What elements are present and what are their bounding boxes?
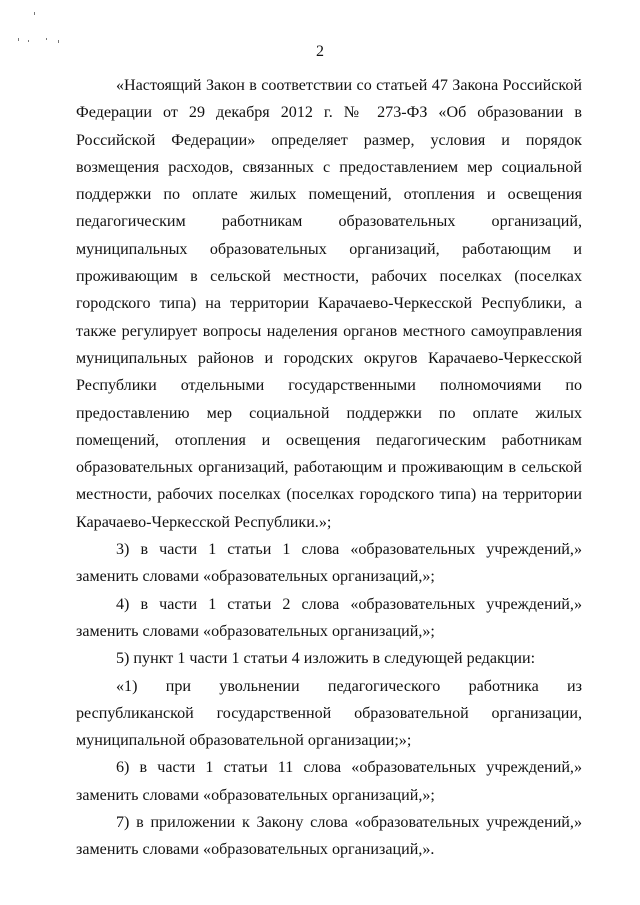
paragraph-amendment-6: 6) в части 1 статьи 11 слова «образовательных учреждений,» заменить словами «образовательных организаций,»; [76,759,582,804]
paragraph-amendment-5: 5) пункт 1 части 1 статьи 4 изложить в следующей редакции: [116,650,536,668]
paragraph-amendment-3: 3) в части 1 статьи 1 слова «образовательных учреждений,» заменить словами «образовательных организаций,»; [76,541,582,586]
paragraph-amendment-4: 4) в части 1 статьи 2 слова «образовательных учреждений,» заменить словами «образовательных организаций,»; [76,595,582,640]
document-body [76,72,582,864]
paragraph-amendment-7: 7) в приложении к Закону слова «образовательных учреждений,» заменить словами «образовательных организаций,». [76,814,582,859]
paragraph-amendment-5-text: «1) при увольнении педагогического работника из республиканской государственной образовательной организации, муниципальной образовательной организации;»; [76,677,582,750]
paragraph-law-scope: «Настоящий Закон в соответствии со статьей 47 Закона Российской Федерации от 29 декабря 2012 г. № 273-ФЗ «Об образовании в Российской Федерации» определяет размер, условия и порядок возмещения расходов, связанных с предоставлением мер социальной поддержки по оплате жилых помещений, отопления и освещения педагогическим работникам образовательных организаций, муниципальных образовательных организаций, работающим и проживающим в сельской местности, рабочих поселках (поселках городского типа) на территории Карачаево-Черкесской Республики, а также регулирует вопросы наделения органов местного самоуправления муниципальных районов и городских округов Карачаево-Черкесской Республики отдельными государственными полномочиями по предоставлению мер социальной поддержки по оплате жилых помещений, отопления и освещения педагогическим работникам образовательных организаций, работающим и проживающим в сельской местности, рабочих поселках (поселках городского типа) на территории Карачаево-Черкесской Республики.»; [76,77,582,531]
page-number: 2 [316,43,324,60]
